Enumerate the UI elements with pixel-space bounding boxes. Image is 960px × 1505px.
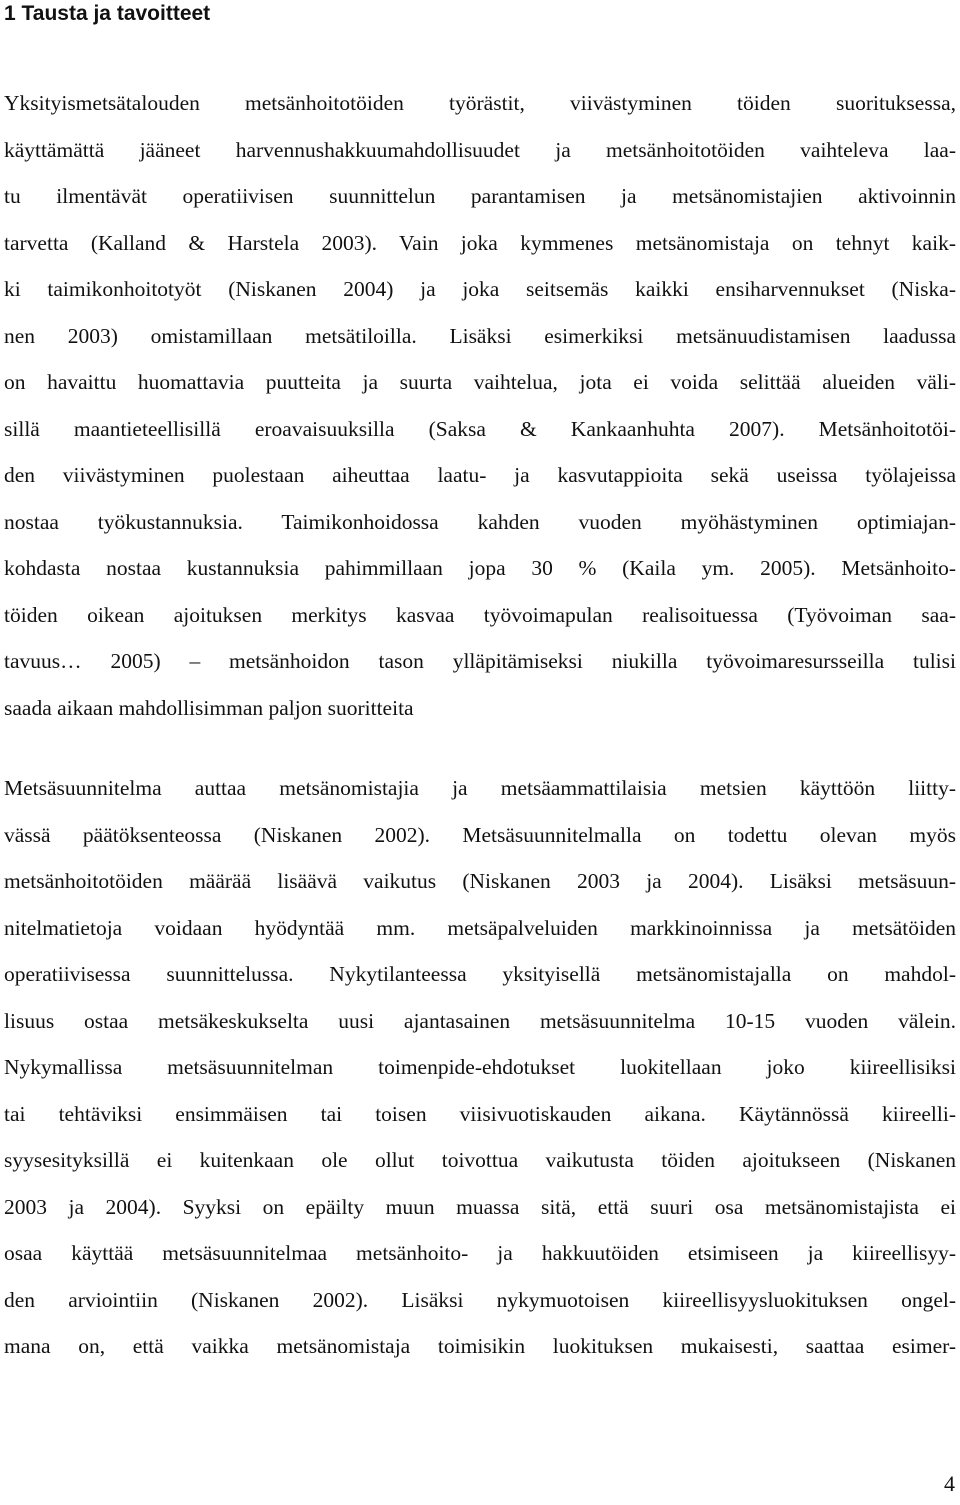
text-line: sillä maantieteellisillä eroavaisuuksilla (Saksa & Kankaanhuhta 2007). Metsänhoitotöi- [4,416,956,441]
text-line: kohdasta nostaa kustannuksia pahimmillaan jopa 30 % (Kaila ym. 2005). Metsänhoito- [4,556,956,580]
text-line: Nykymallissa metsäsuunnitelman toimenpide-ehdotukset luokitellaan joko kiireellisiksi [4,1055,956,1079]
paragraph-1 [4,80,956,731]
text-line: tai tehtäviksi ensimmäisen tai toisen viisivuotiskauden aikana. Käytännössä kiireelli- [4,1101,956,1126]
text-line: tarvetta (Kalland & Harstela 2003). Vain joka kymmenes metsänomistaja on tehnyt kaik- [4,230,956,255]
text-line: nostaa työkustannuksia. Taimikonhoidossa kahden vuoden myöhästyminen optimiajan- [4,509,956,534]
text-line: on havaittu huomattavia puutteita ja suurta vaihtelua, jota ei voida selittää alueiden väli- [4,370,956,394]
text-line: den arviointiin (Niskanen 2002). Lisäksi nykymuotoisen kiireellisyysluokituksen ongel- [4,1287,956,1312]
section-heading: 1 Tausta ja tavoitteet [4,2,211,25]
text-line: operatiivisessa suunnittelussa. Nykytilanteessa yksityisellä metsänomistajalla on mahdol- [4,962,956,986]
text-line: vässä päätöksenteossa (Niskanen 2002). Metsäsuunnitelmalla on todettu olevan myös [4,822,956,847]
paragraph-2 [4,765,956,1370]
text-line: Metsäsuunnitelma auttaa metsänomistajia ja metsäammattilaisia metsien käyttöön liitty- [4,776,956,800]
text-line: osaa käyttää metsäsuunnitelmaa metsänhoito- ja hakkuutöiden etsimiseen ja kiireellisyy- [4,1241,956,1265]
text-line: saada aikaan mahdollisimman paljon suoritteita [4,695,414,720]
text-line: ki taimikonhoitotyöt (Niskanen 2004) ja joka seitsemäs kaikki ensiharvennukset (Niska- [4,277,956,301]
text-line: mana on, että vaikka metsänomistaja toimisikin luokituksen mukaisesti, saattaa esimer- [4,1334,956,1358]
text-line: syysesityksillä ei kuitenkaan ole ollut toivottua vaikutusta töiden ajoitukseen (Niskanen [4,1148,956,1172]
text-line: nitelmatietoja voidaan hyödyntää mm. metsäpalveluiden markkinoinnissa ja metsätöiden [4,915,956,940]
text-line: tavuus… 2005) – metsänhoidon tason ylläpitämiseksi niukilla työvoimaresursseilla tulisi [4,649,956,673]
text-line: metsänhoitotöiden määrää lisäävä vaikutus (Niskanen 2003 ja 2004). Lisäksi metsäsuun- [4,869,956,893]
text-line: lisuus ostaa metsäkeskukselta uusi ajantasainen metsäsuunnitelma 10-15 vuoden välein. [4,1008,956,1033]
text-line: den viivästyminen puolestaan aiheuttaa laatu- ja kasvutappioita sekä useissa työlajeissa [4,463,956,487]
text-line: tu ilmentävät operatiivisen suunnittelun parantamisen ja metsänomistajien aktivoinnin [4,184,956,208]
page-number: 4 [944,1471,955,1496]
text-line: käyttämättä jääneet harvennushakkuumahdollisuudet ja metsänhoitotöiden vaihteleva laa- [4,137,956,162]
text-line: Yksityismetsätalouden metsänhoitotöiden työrästit, viivästyminen töiden suorituksessa, [4,91,956,115]
text-line: töiden oikean ajoituksen merkitys kasvaa työvoimapulan realisoituessa (Työvoiman saa- [4,602,956,627]
text-line: nen 2003) omistamillaan metsätiloilla. Lisäksi esimerkiksi metsänuudistamisen laadussa [4,323,956,348]
text-line: 2003 ja 2004). Syyksi on epäilty muun muassa sitä, että suuri osa metsänomistajista ei [4,1194,956,1219]
